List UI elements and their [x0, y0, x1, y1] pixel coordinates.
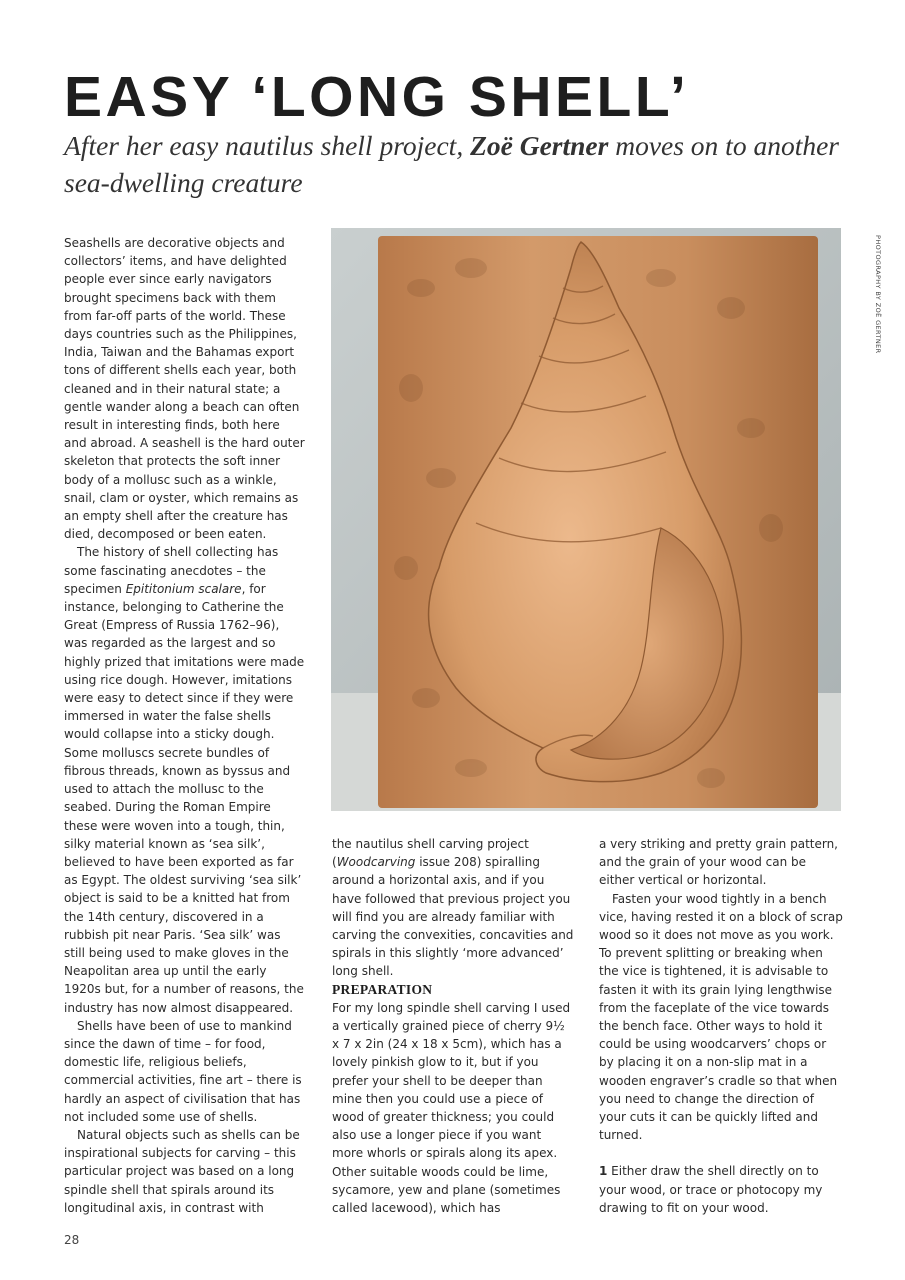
shell-carving-photo — [331, 228, 841, 811]
text-run: The history of shell collecting has some fascinating anecdotes – the specimen — [64, 545, 279, 596]
standfirst-outro: moves on to another sea-dwelling creature — [64, 130, 839, 198]
body-paragraph: Fasten your wood tightly in a bench vice, having rested it on a block of scrap wood so it does not move as you work. To prevent splitting or breaking when the vice is tightened, it is advisable to fasten it with its grain lying lengthwise from the faceplate of the vice towards the bench face. Other ways to hold it could be using woodcarvers’ chops or by placing it on a non-slip mat in a wooden engraver’s cradle so that when you need to change the direction of your cuts it can be quickly lifted and turned. — [599, 891, 843, 1143]
shell-carving-illustration — [331, 228, 841, 811]
body-paragraph — [64, 543, 305, 1016]
body-paragraph: For my long spindle shell carving I used a vertically grained piece of cherry 9½ x 7 x 2in (24 x 18 x 5cm), which has a lovely pinkish glow to it, but if you prefer your shell to be deeper than mine then you could use a piece of wood of greater thickness; you could also use a longer piece if you want more whorls or spirals along its apex. Other suitable woods could be lime, sycamore, yew and plane (sometimes called lacewood), which has — [332, 1000, 571, 1216]
species-name: Epititonium scalare — [125, 581, 242, 596]
author-name: Zoë Gertner — [470, 130, 609, 161]
article-title: EASY ‘LONG SHELL’ — [64, 65, 690, 129]
photo-credit: PHOTOGRAPHY BY ZOË GERTNER — [874, 235, 882, 354]
step-text: Either draw the shell directly on to your wood, or trace or photocopy my drawing to fit on your wood. — [599, 1164, 823, 1215]
page-number: 28 — [64, 1233, 80, 1247]
column-2 — [332, 835, 575, 1217]
text-run: issue 208) spiralling around a horizontal axis, and if you have followed that previous project you will find you are already familiar with carving the convexities, concavities and spirals in this slightly ‘more advanced’ long shell. — [332, 855, 574, 979]
body-paragraph: a very striking and pretty grain pattern, and the grain of your wood can be either vertical or horizontal. — [599, 837, 838, 888]
standfirst — [64, 127, 854, 201]
body-paragraph: Shells have been of use to mankind since the dawn of time – for food, domestic life, religious beliefs, commercial activities, fine art – there is hardly an aspect of civilisation that has not included some use of shells. — [64, 1018, 302, 1124]
step-number: 1 — [599, 1164, 608, 1179]
magazine-name: Woodcarving — [336, 855, 416, 870]
body-paragraph: Seashells are decorative objects and collectors’ items, and have delighted people ever since early navigators brought specimens back with them from far-off parts of the world. These days countries such as the Philippines, India, Taiwan and the Bahamas export tons of different shells each year, both cleaned and in their natural state; a gentle wander along a beach can often result in interesting finds, both here and abroad. A seashell is the hard outer skeleton that protects the soft inner body of a mollusc such as a winkle, snail, clam or oyster, which remains as an empty shell after the creature has died, decomposed or been eaten. — [64, 236, 305, 542]
text-run: , for instance, belonging to Catherine the Great (Empress of Russia 1762–96), was regarded as the largest and so highly prized that imitations were made using rice dough. However, imitations were easy to detect since if they were immersed in water the false shells would collapse into a sticky dough. Some molluscs secrete bundles of fibrous threads, known as byssus and used to attach the mollusc to the seabed. During the Roman Empire these were woven into a tough, thin, silky material known as ‘sea silk’, believed to have been exported as far as Egypt. The oldest surviving ‘sea silk’ object is said to be a knitted hat from the 14th century, discovered in a rubbish pit near Paris. ‘Sea silk’ was still being used to make gloves in the Neapolitan area up until the early 1920s but, for a number of reasons, the industry has now almost disappeared. — [64, 581, 305, 1015]
column-1 — [64, 234, 305, 1217]
preparation-heading: PREPARATION — [332, 981, 433, 997]
column-3 — [599, 835, 843, 1217]
text-run: the nautilus shell carving project ( — [332, 837, 529, 870]
body-paragraph: Natural objects such as shells can be inspirational subjects for carving – this particular project was based on a long spindle shell that spirals around its longitudinal axis, in contrast with — [64, 1127, 300, 1215]
standfirst-intro: After her easy nautilus shell project, — [64, 130, 471, 161]
body-paragraph — [332, 835, 575, 981]
step-1-paragraph — [599, 1162, 843, 1217]
